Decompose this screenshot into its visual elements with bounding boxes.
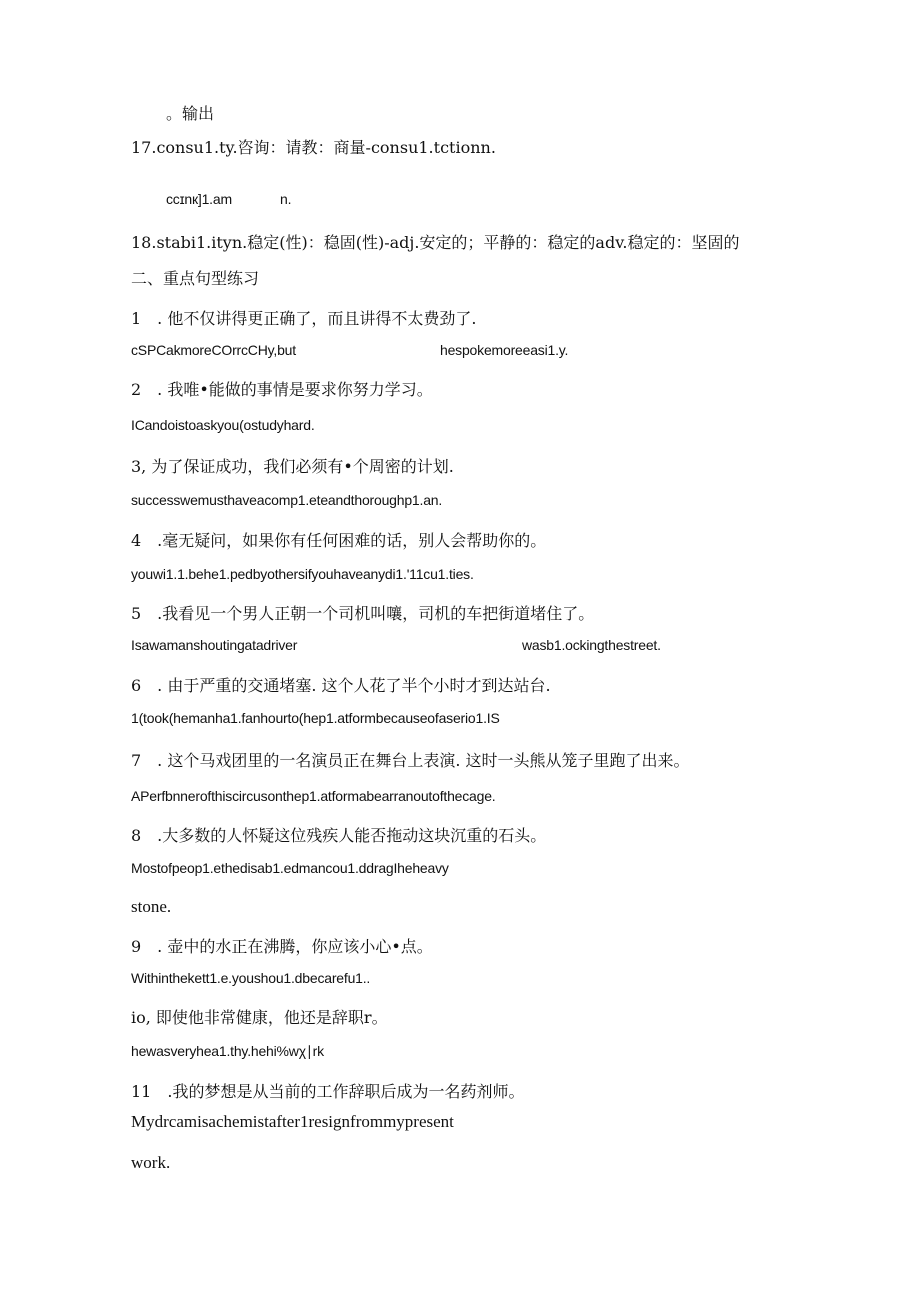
sentence-en: stone. (131, 897, 172, 916)
sentence-en: work. (131, 1153, 171, 1172)
sentence-en: hespokemoreeasi1.y. (440, 342, 569, 358)
sentence-cn: 2 . 我唯•能做的事情是要求你努力学习。 (131, 380, 433, 399)
sentence-en: youwi1.1.behe1.pedbyothersifyouhaveanydi1.'11cu1.ties. (131, 566, 474, 582)
sentence-cn: 1 . 他不仅讲得更正确了，而且讲得不太费劲了. (131, 309, 477, 328)
sentence-en: APerfbnnerofthiscircusonthep1.atformabearranoutofthecage. (131, 788, 496, 804)
sentence-en: hewasveryhea1.thy.hehi%wχ∣rk (131, 1043, 324, 1059)
vocab-entry: 17.consu1.ty.咨询：请教：商量-consu1.tctionn. (131, 138, 496, 157)
sentence-cn: 4 .毫无疑问，如果你有任何困难的话，别人会帮助你的。 (131, 531, 547, 550)
sentence-en: cSPCakmoreCOrrcCHy,but (131, 342, 296, 358)
section-heading: 二、重点句型练习 (131, 269, 260, 288)
sentence-en: 1(took(hemanha1.fanhourto(hep1.atformbecauseofaserio1.IS (131, 710, 500, 726)
sentence-en: Isawamanshoutingatadriver (131, 637, 298, 653)
sentence-cn: 5 .我看见一个男人正朝一个司机叫嚷，司机的车把街道堵住了。 (131, 604, 595, 623)
sentence-cn: 11 .我的梦想是从当前的工作辞职后成为一名药剂师。 (131, 1082, 525, 1101)
sentence-cn: io, 即使他非常健康，他还是辞职r。 (131, 1008, 388, 1027)
vocab-entry: 18.stabi1.ityn.稳定(性)：稳固(性)-adj.安定的；平静的：稳定的adv.稳定的：坚固的 (131, 233, 740, 252)
text-fragment: n. (280, 191, 292, 207)
sentence-en: ICandoistoaskyou(ostudyhard. (131, 417, 315, 433)
sentence-en: successwemusthaveacomp1.eteandthoroughp1.an. (131, 492, 443, 508)
sentence-cn: 9 . 壶中的水正在沸腾，你应该小心•点。 (131, 937, 433, 956)
sentence-cn: 3, 为了保证成功，我们必须有•个周密的计划. (131, 457, 454, 476)
text-fragment: ccɪnк]1.am (166, 191, 232, 207)
text-line: 。输出 (166, 104, 215, 123)
sentence-en: Mostofpeop1.ethedisab1.edmancou1.ddragIheheavy (131, 860, 449, 876)
sentence-cn: 6 . 由于严重的交通堵塞. 这个人花了半个小时才到达站台. (131, 676, 551, 695)
sentence-cn: 7 . 这个马戏团里的一名演员正在舞台上表演. 这时一头熊从笼子里跑了出来。 (131, 751, 690, 770)
sentence-cn: 8 .大多数的人怀疑这位残疾人能否拖动这块沉重的石头。 (131, 826, 547, 845)
sentence-en: wasb1.ockingthestreet. (522, 637, 661, 653)
sentence-en: Withinthekett1.e.youshou1.dbecarefu1.. (131, 970, 371, 986)
sentence-en: Mydrcamisachemistafter1resignfrommypresent (131, 1112, 454, 1131)
